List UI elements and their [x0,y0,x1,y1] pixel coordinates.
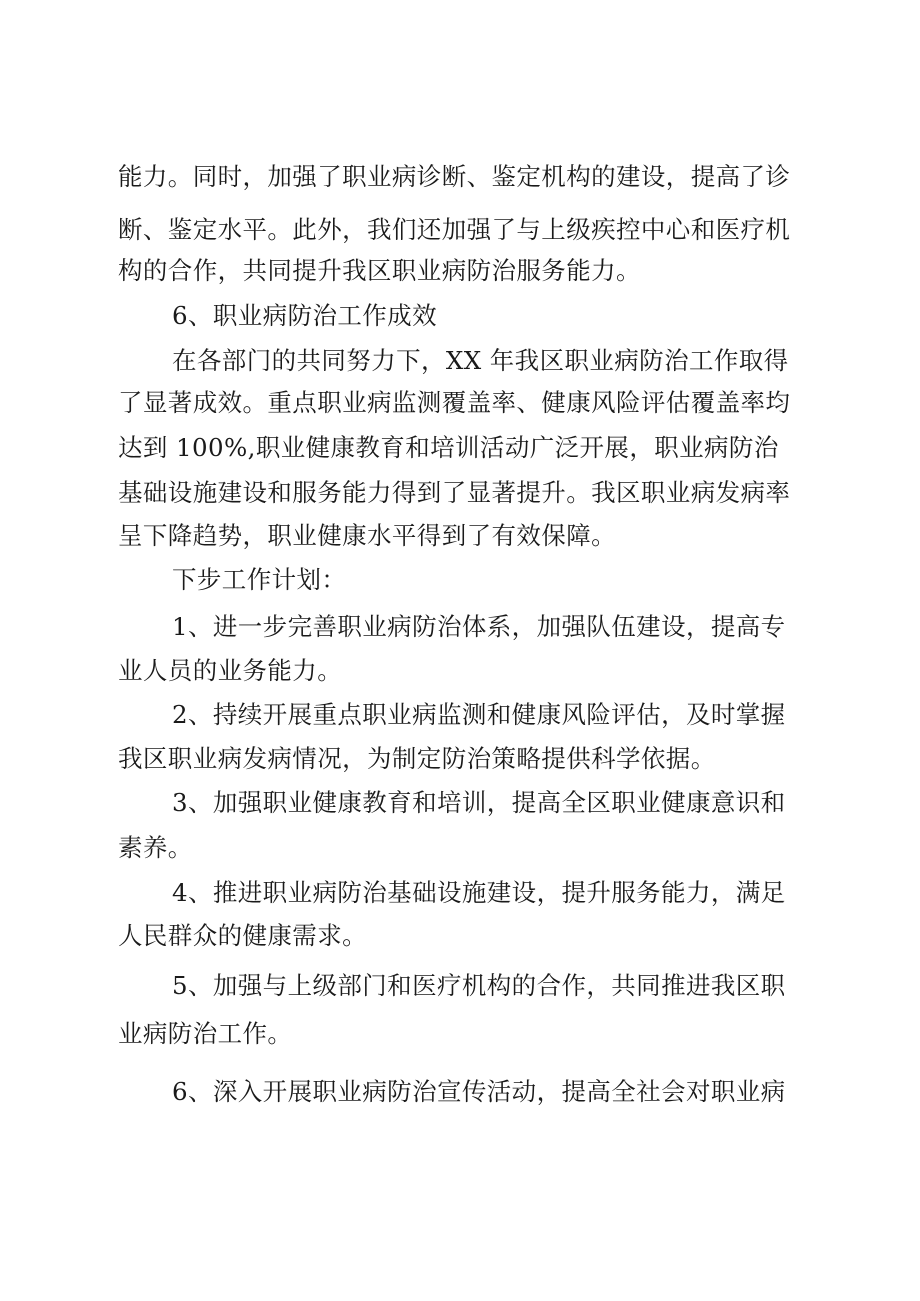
text-line: 1、进一步完善职业病防治体系，加强队伍建设，提高专 [172,612,786,641]
text-line: 构的合作，共同提升我区职业病防治服务能力。 [118,256,641,285]
text-line: 业人员的业务能力。 [118,656,343,685]
text-line: 5、加强与上级部门和医疗机构的合作，共同推进我区职 [172,971,786,1000]
text-line: 我区职业病发病情况，为制定防治策略提供科学依据。 [118,744,716,773]
text-line: 素养。 [118,833,193,862]
text-line: 在各部门的共同努力下，XX 年我区职业病防治工作取得 [172,346,789,375]
text-line: 4、推进职业病防治基础设施建设，提升服务能力，满足 [172,878,786,907]
section-heading: 下步工作计划： [172,565,347,594]
text-line: 3、加强职业健康教育和培训，提高全区职业健康意识和 [172,788,786,817]
text-line: 基础设施建设和服务能力得到了显著提升。我区职业病发病率 [118,478,791,507]
text-line: 断、鉴定水平。此外，我们还加强了与上级疾控中心和医疗机 [118,215,791,244]
text-line: 业病防治工作。 [118,1019,293,1048]
text-line: 人民群众的健康需求。 [118,921,367,950]
text-line: 2、持续开展重点职业病监测和健康风险评估，及时掌握 [172,700,786,729]
text-line: 能力。同时，加强了职业病诊断、鉴定机构的建设，提高了诊 [118,162,791,191]
text-line: 呈下降趋势，职业健康水平得到了有效保障。 [118,521,616,550]
text-line: 达到 100%,职业健康教育和培训活动广泛开展，职业病防治 [118,433,779,462]
text-line: 6、深入开展职业病防治宣传活动，提高全社会对职业病 [172,1077,786,1106]
text-line: 了显著成效。重点职业病监测覆盖率、健康风险评估覆盖率均 [118,388,791,417]
section-heading: 6、职业病防治工作成效 [172,301,437,330]
